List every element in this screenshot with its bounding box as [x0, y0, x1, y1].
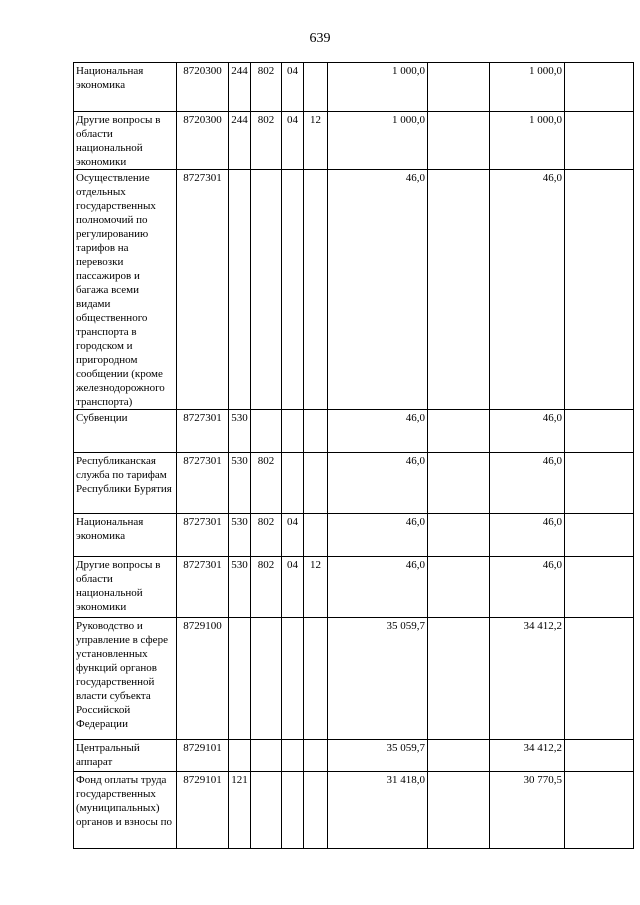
- row-code-cell: 8727301: [177, 170, 229, 410]
- row-sum-4-cell: [565, 453, 634, 514]
- row-code-cell: 8727301: [177, 410, 229, 453]
- row-grbs-cell: 802: [251, 557, 282, 618]
- row-code-cell: 8720300: [177, 63, 229, 112]
- row-sum-1-cell: 31 418,0: [328, 772, 428, 849]
- row-vr-cell: [229, 618, 251, 740]
- table-row: [74, 170, 634, 410]
- row-sum-3-cell: 46,0: [490, 170, 565, 410]
- row-sum-2-cell: [428, 112, 490, 170]
- table-row: [74, 618, 634, 740]
- row-sum-1-cell: 35 059,7: [328, 618, 428, 740]
- row-rz-cell: 04: [282, 112, 304, 170]
- row-rz-cell: [282, 170, 304, 410]
- row-sum-2-cell: [428, 453, 490, 514]
- row-pr-cell: [304, 453, 328, 514]
- row-vr-cell: 244: [229, 112, 251, 170]
- row-rz-cell: [282, 410, 304, 453]
- row-sum-4-cell: [565, 557, 634, 618]
- row-name-cell: Национальная экономика: [74, 514, 177, 557]
- row-sum-4-cell: [565, 410, 634, 453]
- row-name-cell: Другие вопросы в области национальной экономики: [74, 112, 177, 170]
- row-sum-3-cell: 34 412,2: [490, 618, 565, 740]
- row-sum-2-cell: [428, 63, 490, 112]
- row-name-cell: Центральный аппарат: [74, 740, 177, 772]
- row-code-cell: 8727301: [177, 557, 229, 618]
- row-sum-2-cell: [428, 740, 490, 772]
- row-sum-1-cell: 46,0: [328, 453, 428, 514]
- row-sum-1-cell: 1 000,0: [328, 112, 428, 170]
- row-code-cell: 8720300: [177, 112, 229, 170]
- row-grbs-cell: 802: [251, 63, 282, 112]
- row-pr-cell: [304, 170, 328, 410]
- row-name-cell: Субвенции: [74, 410, 177, 453]
- row-sum-2-cell: [428, 772, 490, 849]
- row-vr-cell: 121: [229, 772, 251, 849]
- table-row: [74, 410, 634, 453]
- row-pr-cell: [304, 740, 328, 772]
- table-row: [74, 514, 634, 557]
- row-name-cell: Национальная экономика: [74, 63, 177, 112]
- row-grbs-cell: [251, 740, 282, 772]
- row-pr-cell: 12: [304, 112, 328, 170]
- row-sum-3-cell: 46,0: [490, 557, 565, 618]
- table-row: [74, 453, 634, 514]
- row-sum-2-cell: [428, 170, 490, 410]
- row-sum-1-cell: 35 059,7: [328, 740, 428, 772]
- row-sum-4-cell: [565, 170, 634, 410]
- row-pr-cell: [304, 618, 328, 740]
- row-sum-3-cell: 1 000,0: [490, 63, 565, 112]
- row-vr-cell: [229, 740, 251, 772]
- row-code-cell: 8729101: [177, 740, 229, 772]
- row-sum-2-cell: [428, 514, 490, 557]
- row-code-cell: 8727301: [177, 453, 229, 514]
- row-sum-2-cell: [428, 557, 490, 618]
- row-rz-cell: [282, 453, 304, 514]
- row-code-cell: 8729101: [177, 772, 229, 849]
- row-sum-4-cell: [565, 772, 634, 849]
- row-sum-4-cell: [565, 618, 634, 740]
- row-vr-cell: 244: [229, 63, 251, 112]
- row-grbs-cell: 802: [251, 112, 282, 170]
- row-sum-1-cell: 46,0: [328, 410, 428, 453]
- row-pr-cell: [304, 410, 328, 453]
- row-grbs-cell: [251, 410, 282, 453]
- row-rz-cell: 04: [282, 514, 304, 557]
- row-grbs-cell: 802: [251, 453, 282, 514]
- row-name-cell: Руководство и управление в сфере установленных функций органов государственной власти субъекта Российской Федерации: [74, 618, 177, 740]
- row-sum-2-cell: [428, 410, 490, 453]
- row-sum-1-cell: 46,0: [328, 557, 428, 618]
- row-sum-1-cell: 1 000,0: [328, 63, 428, 112]
- row-sum-3-cell: 46,0: [490, 410, 565, 453]
- row-pr-cell: [304, 772, 328, 849]
- row-sum-4-cell: [565, 112, 634, 170]
- table-row: [74, 557, 634, 618]
- row-vr-cell: 530: [229, 410, 251, 453]
- row-rz-cell: [282, 618, 304, 740]
- row-pr-cell: [304, 514, 328, 557]
- row-pr-cell: 12: [304, 557, 328, 618]
- row-sum-1-cell: 46,0: [328, 170, 428, 410]
- row-name-cell: Республиканская служба по тарифам Республики Бурятия: [74, 453, 177, 514]
- row-vr-cell: 530: [229, 514, 251, 557]
- row-sum-4-cell: [565, 63, 634, 112]
- table-row: [74, 112, 634, 170]
- table-row: [74, 740, 634, 772]
- row-code-cell: 8729100: [177, 618, 229, 740]
- row-pr-cell: [304, 63, 328, 112]
- row-rz-cell: [282, 740, 304, 772]
- row-name-cell: Осуществление отдельных государственных полномочий по регулированию тарифов на перевозки пассажиров и багажа всеми видами общественного транспорта в городском и пригородном сообщении (кроме железнодорожного транспорта): [74, 170, 177, 410]
- row-sum-3-cell: 1 000,0: [490, 112, 565, 170]
- row-grbs-cell: [251, 170, 282, 410]
- row-rz-cell: 04: [282, 63, 304, 112]
- row-grbs-cell: [251, 772, 282, 849]
- row-vr-cell: 530: [229, 453, 251, 514]
- row-sum-4-cell: [565, 740, 634, 772]
- row-code-cell: 8727301: [177, 514, 229, 557]
- row-name-cell: Другие вопросы в области национальной экономики: [74, 557, 177, 618]
- row-sum-3-cell: 46,0: [490, 453, 565, 514]
- page-number: 639: [309, 31, 331, 46]
- table-body: [74, 63, 634, 849]
- table-row: [74, 772, 634, 849]
- row-sum-3-cell: 46,0: [490, 514, 565, 557]
- row-sum-3-cell: 30 770,5: [490, 772, 565, 849]
- row-vr-cell: 530: [229, 557, 251, 618]
- row-sum-3-cell: 34 412,2: [490, 740, 565, 772]
- row-grbs-cell: [251, 618, 282, 740]
- table-row: [74, 63, 634, 112]
- row-grbs-cell: 802: [251, 514, 282, 557]
- row-sum-2-cell: [428, 618, 490, 740]
- row-vr-cell: [229, 170, 251, 410]
- row-rz-cell: [282, 772, 304, 849]
- budget-table: [73, 62, 634, 849]
- row-name-cell: Фонд оплаты труда государственных (муниципальных) органов и взносы по: [74, 772, 177, 849]
- row-sum-1-cell: 46,0: [328, 514, 428, 557]
- row-sum-4-cell: [565, 514, 634, 557]
- row-rz-cell: 04: [282, 557, 304, 618]
